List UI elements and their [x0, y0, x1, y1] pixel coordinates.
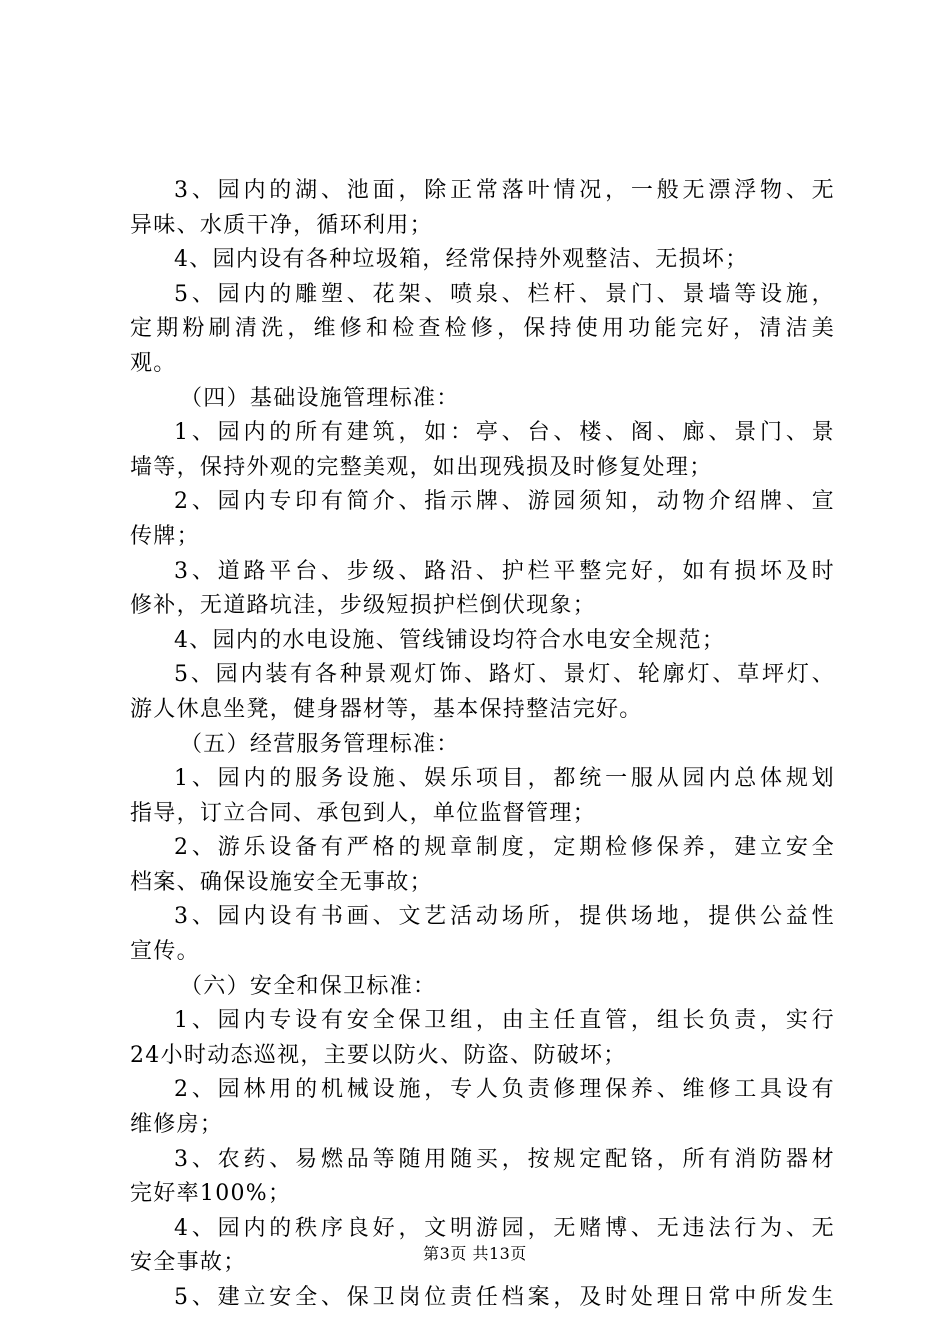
paragraph-line: 宣传。: [130, 939, 200, 965]
paragraph-line: 5、园内装有各种景观灯饰、路灯、景灯、轮廓灯、草坪灯、: [174, 662, 835, 688]
paragraph-line: 修补，无道路坑洼，步级短损护栏倒伏现象；: [130, 593, 597, 619]
section-heading: （五）经营服务管理标准：: [180, 731, 460, 757]
paragraph-line: 1、园内的所有建筑，如：亭、台、楼、阁、廊、景门、景: [174, 420, 835, 446]
paragraph-line: 定期粉刷清洗，维修和检查检修，保持使用功能完好，清洁美: [130, 316, 835, 342]
paragraph-line: 观。: [130, 350, 177, 376]
paragraph-line: 2、园内专印有简介、指示牌、游园须知，动物介绍牌、宣: [174, 489, 835, 515]
paragraph-line: 5、建立安全、保卫岗位责任档案，及时处理日常中所发生: [174, 1285, 835, 1310]
paragraph-line: 2、园林用的机械设施，专人负责修理保养、维修工具设有: [174, 1077, 835, 1103]
document-body: [130, 174, 835, 1316]
paragraph-line: 3、园内的湖、池面，除正常落叶情况，一般无漂浮物、无: [174, 178, 835, 203]
paragraph-line: 3、道路平台、步级、路沿、护栏平整完好，如有损坏及时: [174, 558, 835, 584]
section-heading: （四）基础设施管理标准：: [180, 385, 460, 411]
paragraph-line: 4、园内设有各种垃圾箱，经常保持外观整洁、无损坏；: [174, 247, 749, 273]
paragraph-line: 指导，订立合同、承包到人，单位监督管理；: [130, 800, 597, 826]
paragraph-line: 1、园内专设有安全保卫组，由主任直管，组长负责，实行: [174, 1008, 835, 1034]
paragraph-line: 3、园内设有书画、文艺活动场所，提供场地，提供公益性: [174, 904, 835, 930]
paragraph-line: 4、园内的秩序良好，文明游园，无赌博、无违法行为、无: [174, 1215, 835, 1241]
paragraph-line: 2、游乐设备有严格的规章制度，定期检修保养，建立安全: [174, 835, 835, 861]
paragraph-line: 3、农药、易燃品等随用随买，按规定配铬，所有消防器材: [174, 1146, 835, 1172]
paragraph-line: 安全事故；: [130, 1250, 247, 1276]
section-heading: （六）安全和保卫标准：: [180, 973, 437, 999]
paragraph-line: 档案、确保设施安全无事故；: [130, 869, 433, 895]
paragraph-line: 24小时动态巡视，主要以防火、防盗、防破坏；: [130, 1042, 627, 1068]
paragraph-line: 1、园内的服务设施、娱乐项目，都统一服从园内总体规划: [174, 766, 835, 792]
paragraph-line: 4、园内的水电设施、管线铺设均符合水电安全规范；: [174, 627, 726, 653]
paragraph-line: 游人休息坐凳，健身器材等，基本保持整洁完好。: [130, 696, 643, 722]
paragraph-line: 维修房；: [130, 1112, 224, 1138]
paragraph-line: 传牌；: [130, 523, 200, 549]
paragraph-line: 5、园内的雕塑、花架、喷泉、栏杆、景门、景墙等设施，: [174, 281, 835, 307]
paragraph-line: 异味、水质干净，循环利用；: [130, 212, 433, 238]
page-footer: 第3页 共13页: [423, 1244, 527, 1263]
paragraph-line: 墙等，保持外观的完整美观，如出现残损及时修复处理；: [130, 454, 713, 480]
paragraph-line: 完好率100%；: [130, 1181, 292, 1207]
